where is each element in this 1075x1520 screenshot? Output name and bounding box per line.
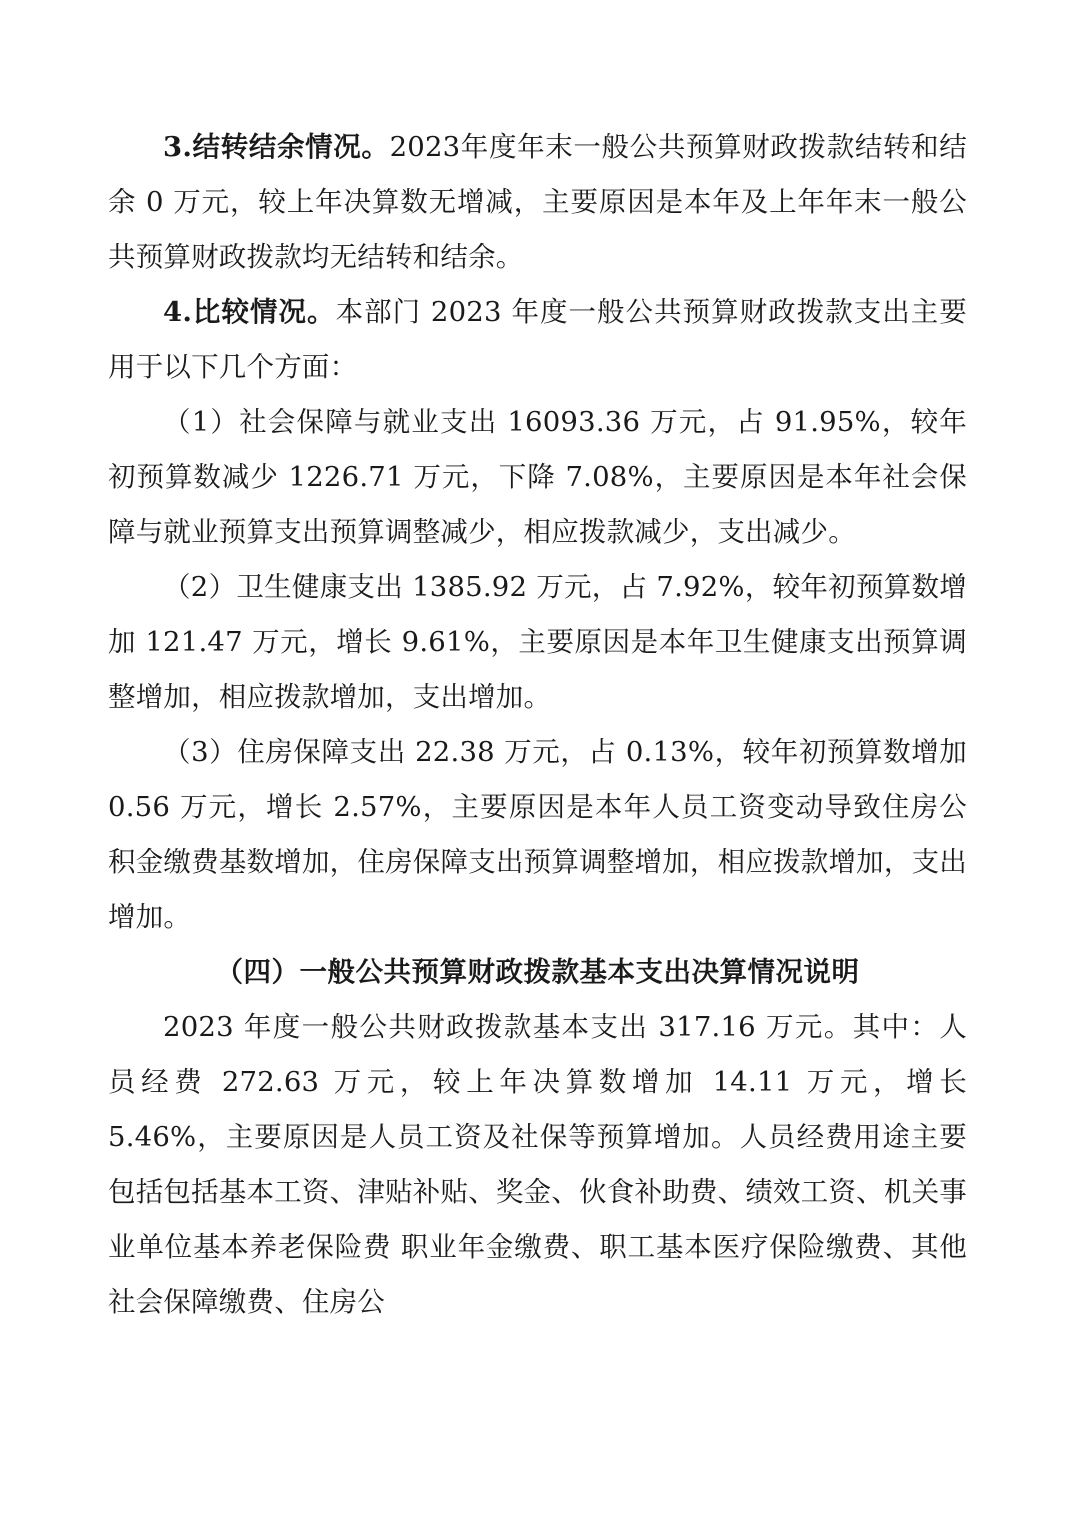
document-body <box>108 120 967 1330</box>
paragraph-item-health: （2）卫生健康支出 1385.92 万元，占 7.92%，较年初预算数增加 121.47 万元，增长 9.61%，主要原因是本年卫生健康支出预算调整增加，相应拨款增加，支出增加。 <box>108 571 967 713</box>
paragraph-lead-comparison: 4.比较情况。 <box>163 296 336 328</box>
paragraph-carryover-balance <box>108 120 967 285</box>
paragraph-item-social-security: （1）社会保障与就业支出 16093.36 万元，占 91.95%，较年初预算数减少 1226.71 万元，下降 7.08%，主要原因是本年社会保障与就业预算支出预算调整减少，相应拨款减少，支出减少。 <box>108 406 967 548</box>
paragraph-text-comparison: 本部门 2023 年度一般公共预算财政拨款支出主要用于以下几个方面： <box>108 296 968 383</box>
paragraph-basic-expenditure-detail: 2023 年度一般公共财政拨款基本支出 317.16 万元。其中：人员经费 272.63 万元，较上年决算数增加 14.11 万元，增长 5.46%，主要原因是人员工资及社保等预算增加。人员经费用途主要包括包括基本工资、津贴补贴、奖金、伙食补助费、绩效工资、机关事业单位基本养老保险费 职业年金缴费、职工基本医疗保险缴费、其他社会保障缴费、住房公 <box>108 1011 967 1318</box>
paragraph-text-carryover-balance: 2023年度年末一般公共预算财政拨款结转和结余 0 万元，较上年决算数无增减，主要原因是本年及上年年末一般公共预算财政拨款均无结转和结余。 <box>108 131 967 273</box>
section-heading-basic-expenditure: （四）一般公共预算财政拨款基本支出决算情况说明 <box>215 956 860 988</box>
paragraph-comparison <box>108 285 967 395</box>
paragraph-item-housing: （3）住房保障支出 22.38 万元，占 0.13%，较年初预算数增加 0.56 万元，增长 2.57%，主要原因是本年人员工资变动导致住房公积金缴费基数增加，住房保障支出预算调整增加，相应拨款增加，支出增加。 <box>108 736 967 933</box>
paragraph-lead-carryover-balance: 3.结转结余情况。 <box>163 131 390 163</box>
